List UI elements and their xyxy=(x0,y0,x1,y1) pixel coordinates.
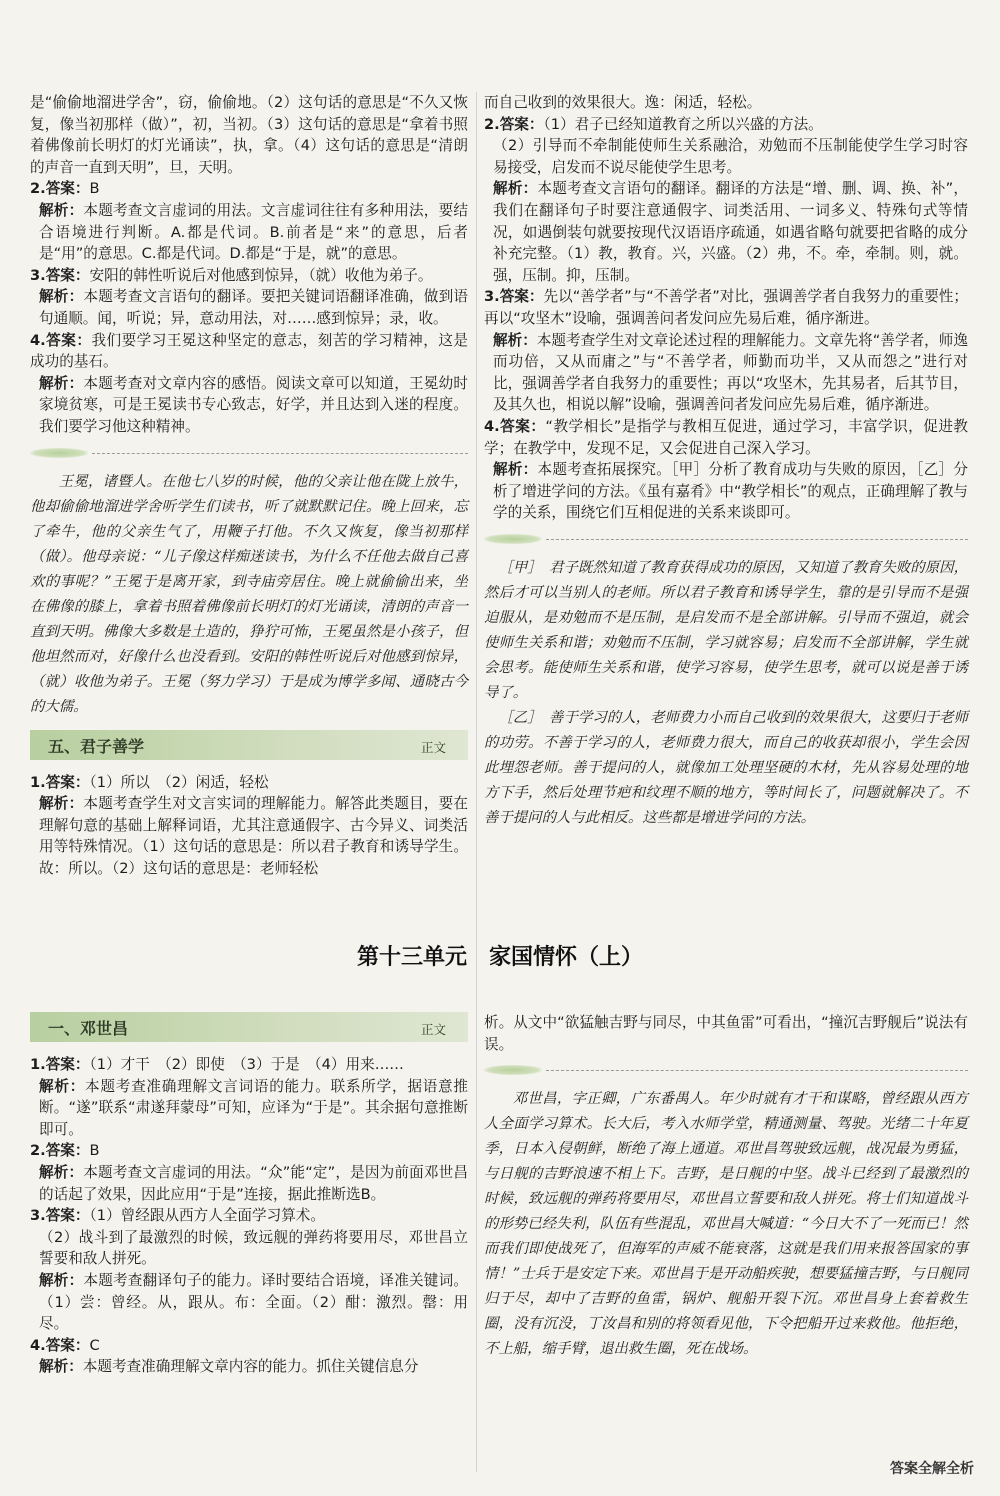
item-label: 解析： xyxy=(493,331,537,349)
column-divider xyxy=(476,92,477,1472)
explanation-item xyxy=(30,373,468,438)
item-text: （1）君子已经知道教育之所以兴盛的方法。 xyxy=(543,115,823,133)
answer-item xyxy=(30,772,468,794)
item-text: 本题考查文言虚词的用法。“众”能“定”，是因为前面邓世昌的话起了效果，因此应用“于是”连接，据此推断选B。 xyxy=(39,1163,468,1203)
footer-label: 答案全解全析 xyxy=(890,1461,974,1477)
item-text: B xyxy=(89,1142,100,1160)
explanation-item xyxy=(30,1076,468,1141)
item-label: 解析： xyxy=(39,374,84,392)
explanation-item xyxy=(30,1356,468,1378)
item-text: （2）引导而不牵制能使师生关系融洽，劝勉而不压制能使学生学习时容易接受，启发而不说尽能使学生思考。 xyxy=(493,137,968,176)
section5-answers xyxy=(30,772,468,880)
text-paragraph xyxy=(30,92,468,178)
right-answers xyxy=(484,92,968,524)
section1-answers xyxy=(30,1054,468,1378)
explanation-item xyxy=(30,1162,468,1205)
translation-wangmian: 王冕，诸暨人。在他七八岁的时候，他的父亲让他在陇上放牛，他却偷偷地溜进学舍听学生们读书，听了就默默记住。晚上回来，忘了牵牛，他的父亲生气了，用鞭子打他。不久又恢复，像当初那样（做）。他母亲说：“儿子像这样痴迷读书，为什么不任他去做自己喜欢的事呢？”王冕于是离开家，到寺庙旁居住。晚上就偷偷出来，坐在佛像的膝上，拿着书照着佛像前长明灯的灯光诵读，清朗的声音一直到天明。佛像大多数是土造的，狰狞可怖，王冕虽然是小孩子，但他坦然而对，好像什么也没看到。安阳的韩性听说后对他感到惊异，（就）收他为弟子。王冕（努力学习）于是成为博学多闻、通晓古今的大儒。 xyxy=(30,473,468,715)
section-title: 五、君子善学 xyxy=(48,736,145,756)
answer-item xyxy=(484,416,968,459)
item-text: 本题考查学生对文言实词的理解能力。解答此类题目，要在理解句意的基础上解释词语，尤其注意通假字、古今异义、词类活用等特殊情况。（1）这句话的意思是：所以君子教育和诱导学生。故：所以。（2）这句话的意思是：老师轻松 xyxy=(39,795,468,877)
item-text: 本题考查准确理解文章内容的能力。抓住关键信息分 xyxy=(82,1358,419,1376)
item-label: 解析： xyxy=(39,1163,84,1181)
item-label: 1.答案： xyxy=(30,1056,90,1073)
section-header-5 xyxy=(30,730,468,760)
section-header-1 xyxy=(30,1012,468,1042)
answer-item xyxy=(30,1335,468,1357)
item-label: 解析： xyxy=(493,461,538,479)
explanation-item xyxy=(484,178,968,286)
right-column xyxy=(484,92,968,831)
explanation-item xyxy=(30,793,468,879)
item-label: 解析： xyxy=(39,201,84,219)
left-column xyxy=(30,92,468,879)
explanation-item xyxy=(30,1270,468,1335)
answer-item xyxy=(30,265,468,287)
item-text: 本题考查学生对文章论述过程的理解能力。文章先将“善学者，师逸而功倍，又从而庸之”与“不善学者，师勤而功半，又从而怨之”进行对比，强调善学者自我努力的重要性；再以“攻坚木，先其易者，后其节目，及其久也，相说以解”设喻，强调善问者发问应先易后难，循序渐进。 xyxy=(493,331,968,414)
answer-item xyxy=(30,1054,468,1076)
item-text: （1）所以 （2）闲适，轻松 xyxy=(89,773,269,791)
translation-separator xyxy=(30,446,468,460)
item-label: 解析： xyxy=(39,1358,83,1376)
item-text: “教学相长”是指学与教相互促进，通过学习，丰富学识，促进教学；在教学中，发现不足，又会促进自己深入学习。 xyxy=(484,417,969,457)
item-label: 解析： xyxy=(39,1077,86,1095)
bottom-right-column xyxy=(484,1012,968,1362)
item-label: 2.答案： xyxy=(30,1142,90,1160)
item-label: 解析： xyxy=(39,1271,84,1289)
answer-item xyxy=(484,114,968,136)
answer-item xyxy=(30,330,468,373)
item-text: 是“偷偷地溜进学舍”，窃，偷偷地。（2）这句话的意思是“不久又恢复，像当初那样（做）”，初，当初。（3）这句话的意思是“拿着书照着佛像前长明灯的灯光诵读”，执，拿。（4）这句话的意思是“清朗的声音一直到天明”，旦，天明。 xyxy=(30,94,468,176)
left-answers xyxy=(30,92,468,438)
explanation-item xyxy=(30,200,468,265)
item-label: 2.答案： xyxy=(484,115,544,133)
item-text: 本题考查文言语句的翻译。要把关键词语翻译准确，做到语句通顺。闻，听说；异，意动用法，对……感到惊异；录，收。 xyxy=(39,288,468,327)
item-label: 4.答案： xyxy=(30,331,92,349)
item-text: （1）才干 （2）即使 （3）于是 （4）用来…… xyxy=(89,1056,404,1073)
item-text: 安阳的韩性听说后对他感到惊异，（就）收他为弟子。 xyxy=(89,266,433,284)
answer-continuation: 析。从文中“欲猛触吉野与同尽，中其鱼雷”可看出，“撞沉吉野舰后”说法有误。 xyxy=(484,1014,968,1053)
item-text: （2）战斗到了最激烈的时候，致远舰的弹药将要用尽，邓世昌立誓要和敌人拼死。 xyxy=(39,1228,468,1268)
explanation-item xyxy=(484,330,968,416)
item-label: 3.答案： xyxy=(484,288,544,306)
item-text: B xyxy=(89,180,100,198)
text-paragraph xyxy=(30,1227,468,1270)
answer-item xyxy=(30,1205,468,1227)
bottom-left-column xyxy=(30,1012,468,1378)
item-label: 解析： xyxy=(39,288,84,306)
item-label: 4.答案： xyxy=(484,417,546,435)
item-label: 4.答案： xyxy=(30,1336,90,1354)
answer-item xyxy=(30,178,468,200)
section-tag: 正文 xyxy=(420,739,446,755)
text-paragraph xyxy=(484,92,968,114)
item-text: 本题考查文言语句的翻译。翻译的方法是“增、删、调、换、补”，我们在翻译句子时要注意通假字、词类活用、一词多义、特殊句式等情况，如遇倒装句就要按现代汉语语序疏通，如遇省略句就要把省略的成分补充完整。（1）教，教育。兴，兴盛。（2）弗，不。牵，牵制。则，就。强，压制。抑，压制。 xyxy=(493,180,968,284)
item-text: （1）曾经跟从西方人全面学习算术。 xyxy=(89,1207,325,1225)
item-text: C xyxy=(89,1336,100,1354)
item-label: 2.答案： xyxy=(30,180,90,198)
translation-jia: ［甲］ 君子既然知道了教育获得成功的原因，又知道了教育失败的原因，然后才可以当别人的老师。所以君子教育和诱导学生，靠的是引导而不是强迫服从，是劝勉而不是压制，是启发而不是全部讲解。引导而不强迫，就会使师生关系和谐；劝勉而不压制，学习就容易；启发而不全部讲解，学生就会思考。能使师生关系和谐，使学习容易，使学生思考，就可以说是善于诱导了。 xyxy=(484,559,968,701)
item-label: 解析： xyxy=(493,180,538,198)
translation-separator xyxy=(484,1063,968,1077)
answer-item xyxy=(484,286,968,329)
item-label: 1.答案： xyxy=(30,773,90,791)
translation-separator xyxy=(484,532,968,546)
item-label: 3.答案： xyxy=(30,266,90,284)
translation-yi: ［乙］ 善于学习的人，老师费力小而自己收到的效果很大，这要归于老师的功劳。不善于学习的人，老师费力很大，而自己的收获却很小，学生会因此埋怨老师。善于提问的人，就像加工处理坚硬的木材，先从容易处理的地方下手，然后处理节疤和纹理不顺的地方，等时间长了，问题就解决了。不善于提问的人与此相反。这些都是增进学问的方法。 xyxy=(484,709,968,826)
text-paragraph xyxy=(484,135,968,178)
explanation-item xyxy=(30,286,468,329)
section-tag: 正文 xyxy=(420,1022,446,1037)
section-title: 一、邓世昌 xyxy=(48,1019,129,1038)
item-text: 本题考查翻译句子的能力。译时要结合语境，译准关键词。（1）尝：曾经。从，跟从。布：全面。（2）酣：激烈。罄：用尽。 xyxy=(39,1271,468,1333)
item-label: 解析： xyxy=(39,795,84,813)
item-text: 本题考查对文章内容的感悟。阅读文章可以知道，王冕幼时家境贫寒，可是王冕读书专心致志，好学，并且达到入迷的程度。我们要学习他这种精神。 xyxy=(39,374,468,435)
translation-dengshichang: 邓世昌，字正卿，广东番禺人。年少时就有才干和谋略，曾经跟从西方人全面学习算术。长大后，考入水师学堂，精通测量、驾驶。光绪二十年夏季，日本入侵朝鲜，断绝了海上通道。邓世昌驾驶致远舰，战况最为勇猛，与日舰的吉野浪速不相上下。吉野，是日舰的中坚。战斗已经到了最激烈的时候，致远舰的弹药将要用尽，邓世昌立誓要和敌人拼死。将士们知道战斗的形势已经失利，队伍有些混乱，邓世昌大喊道：“今日大不了一死而已！然而我们即使战死了，但海军的声威不能衰落，这就是我们用来报答国家的事情！”士兵于是安定下来。邓世昌于是开动船疾驶，想要猛撞吉野，与日舰同归于尽，却中了吉野的鱼雷，锅炉、舰船开裂下沉。邓世昌身上套着救生圈，没有沉没，丁汝昌和别的将领看见他，下令把船开过来救他。他拒绝，不上船，缩手臂，退出救生圈，死在战场。 xyxy=(484,1091,968,1358)
item-text: 本题考查准确理解文言词语的能力。联系所学，据语意推断。“遂”联系“肃遂拜蒙母”可知，应译为“于是”。其余据句意推断即可。 xyxy=(39,1077,468,1138)
item-text: 而自己收到的效果很大。逸：闲适，轻松。 xyxy=(484,94,762,111)
unit-title: 第十三单元 家国情怀（上） xyxy=(356,945,643,970)
explanation-item xyxy=(484,459,968,524)
item-text: 先以“善学者”与“不善学者”对比，强调善学者自我努力的重要性；再以“攻坚木”设喻，强调善问者发问应先易后难，循序渐进。 xyxy=(484,288,968,327)
item-text: 本题考查拓展探究。［甲］分析了教育成功与失败的原因，［乙］分析了增进学问的方法。《虽有嘉肴》中“教学相长”的观点，正确理解了教与学的关系，围绕它们互相促进的关系来谈即可。 xyxy=(493,461,968,522)
item-label: 3.答案： xyxy=(30,1207,90,1225)
item-text: 我们要学习王冕这种坚定的意志，刻苦的学习精神，这是成功的基石。 xyxy=(30,331,468,371)
item-text: 本题考查文言虚词的用法。文言虚词往往有多种用法，要结合语境进行判断。A.都是代词。B.前者是“来”的意思，后者是“用”的意思。C.都是代词。D.都是“于是，就”的意思。 xyxy=(39,201,468,263)
answer-item xyxy=(30,1140,468,1162)
